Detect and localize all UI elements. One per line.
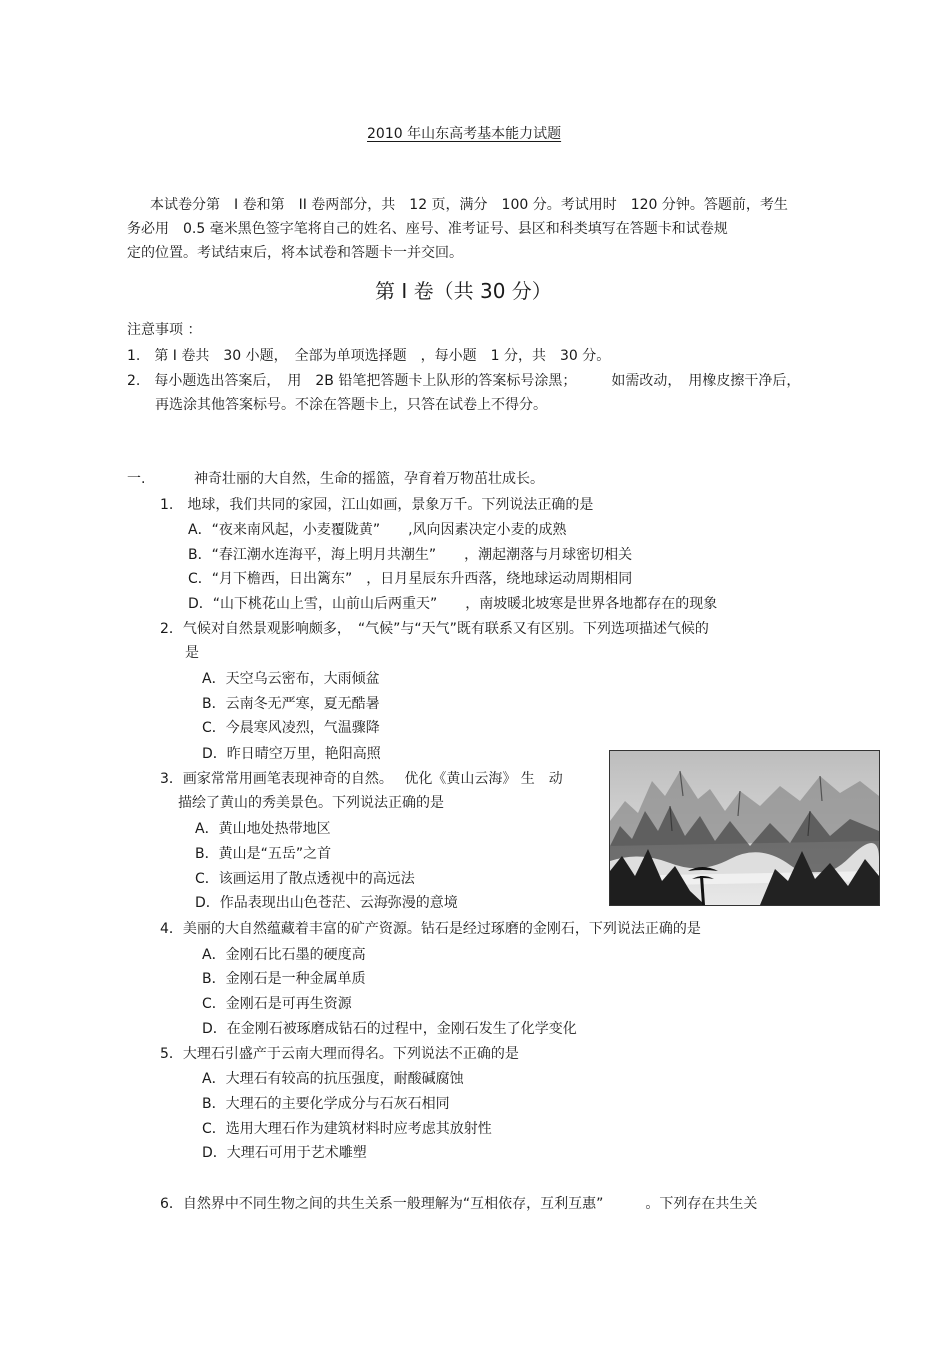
notes-heading: 注意事项 ： — [127, 322, 202, 338]
question-2-option-d: D．昨日晴空万里，艳阳高照 — [202, 746, 381, 762]
note-1: 1. 第 I 卷共 30 小题， 全部为单项选择题 ，每小题 1 分，共 30 分。 — [127, 348, 611, 364]
question-2-stem-cont: 是 — [185, 645, 199, 661]
part-one-label: 一. — [127, 471, 146, 487]
question-3-option-a: A．黄山地处热带地区 — [195, 821, 331, 837]
question-4-option-c: C．金刚石是可再生资源 — [202, 996, 352, 1012]
question-3-option-d: D．作品表现出山色苍茫、云海弥漫的意境 — [195, 895, 458, 911]
question-5-stem: 5．大理石引盛产于云南大理而得名。下列说法不正确的是 — [160, 1046, 519, 1062]
question-2-option-a: A．天空乌云密布，大雨倾盆 — [202, 671, 380, 687]
question-4-stem: 4．美丽的大自然蕴藏着丰富的矿产资源。钻石是经过琢磨的金刚石，下列说法正确的是 — [160, 921, 701, 937]
question-5-option-c: C．选用大理石作为建筑材料时应考虑其放射性 — [202, 1121, 492, 1137]
section-title: 第 I 卷（共 30 分） — [375, 279, 552, 303]
document-title: 2010 年山东高考基本能力试题 — [367, 126, 562, 142]
question-1-option-d: D．“山下桃花山上雪，山前山后两重天” ，南坡暖北坡寒是世界各地都存在的现象 — [188, 596, 718, 612]
question-5-option-b: B．大理石的主要化学成分与石灰石相同 — [202, 1096, 450, 1112]
question-3-stem-cont: 描绘了黄山的秀美景色。下列说法正确的是 — [178, 795, 444, 811]
intro-line-1: 本试卷分第 I 卷和第 II 卷两部分，共 12 页，满分 100 分。考试用时 120 分钟。答题前，考生 — [150, 197, 788, 213]
question-2-option-b: B．云南冬无严寒，夏无酷暑 — [202, 696, 380, 712]
question-3-option-b: B．黄山是“五岳”之首 — [195, 846, 332, 862]
question-5-option-a: A．大理石有较高的抗压强度，耐酸碱腐蚀 — [202, 1071, 464, 1087]
question-1-stem: 1. 地球，我们共同的家园，江山如画，景象万千。下列说法正确的是 — [160, 497, 594, 513]
question-4-option-d: D．在金刚石被琢磨成钻石的过程中，金刚石发生了化学变化 — [202, 1021, 577, 1037]
note-2-cont: 再选涂其他答案标号。不涂在答题卡上，只答在试卷上不得分。 — [155, 397, 547, 413]
question-4-option-b: B．金刚石是一种金属单质 — [202, 971, 366, 987]
question-3-stem: 3．画家常常用画笔表现神奇的自然。 优化《黄山云海》 生 动 — [160, 771, 563, 787]
question-1-option-b: B．“春江潮水连海平，海上明月共潮生” ，潮起潮落与月球密切相关 — [188, 547, 633, 563]
question-1-option-c: C．“月下檐西，日出篱东” ，日月星辰东升西落，绕地球运动周期相同 — [188, 571, 633, 587]
question-2-stem: 2．气候对自然景观影响颇多， “气候”与“天气”既有联系又有区别。下列选项描述气候的 — [160, 621, 709, 637]
huangshan-cloud-sea-painting — [609, 750, 880, 906]
note-2: 2. 每小题选出答案后， 用 2B 铅笔把答题卡上队形的答案标号涂黑； 如需改动， 用橡皮擦干净后， — [127, 373, 801, 389]
intro-line-2: 务必用 0.5 毫米黑色签字笔将自己的姓名、座号、准考证号、县区和科类填写在答题卡和试卷规 — [127, 221, 728, 237]
question-6-stem: 6．自然界中不同生物之间的共生关系一般理解为“互相依存，互利互惠” 。下列存在共生关 — [160, 1196, 758, 1212]
question-4-option-a: A．金刚石比石墨的硬度高 — [202, 947, 366, 963]
question-3-option-c: C．该画运用了散点透视中的高远法 — [195, 871, 415, 887]
question-1-option-a: A．“夜来南风起，小麦覆陇黄” ,风向因素决定小麦的成熟 — [188, 522, 567, 538]
part-one-text: 神奇壮丽的大自然，生命的摇篮，孕育着万物茁壮成长。 — [194, 471, 544, 487]
question-5-option-d: D．大理石可用于艺术雕塑 — [202, 1145, 367, 1161]
ink-landscape-image — [610, 751, 879, 905]
intro-line-3: 定的位置。考试结束后，将本试卷和答题卡一并交回。 — [127, 245, 463, 261]
question-2-option-c: C．今晨寒风凌烈，气温骤降 — [202, 720, 380, 736]
